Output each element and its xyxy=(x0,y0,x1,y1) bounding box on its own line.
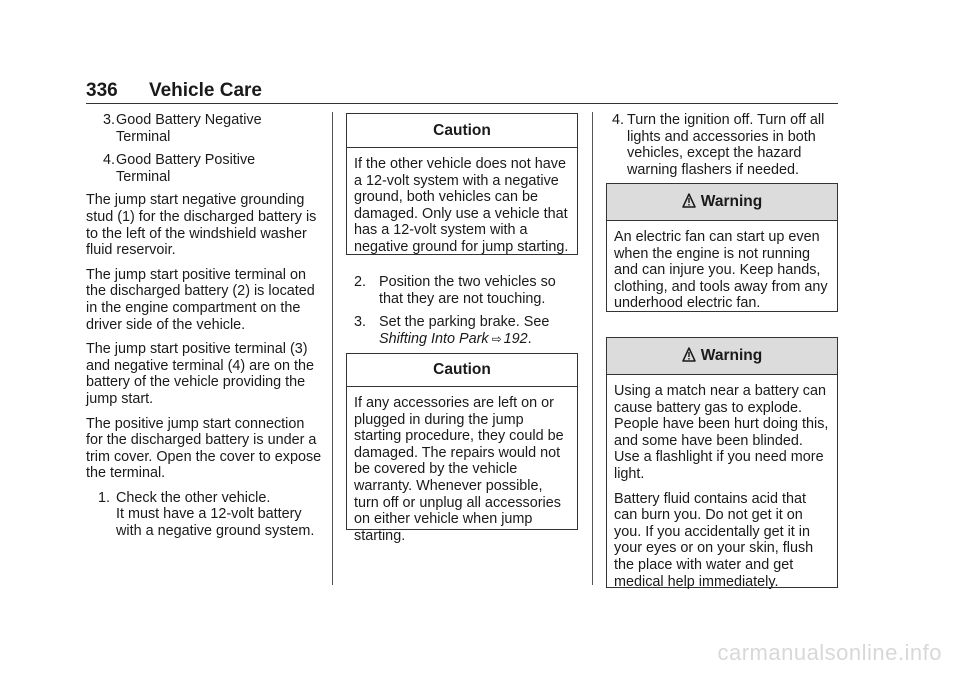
warning-box xyxy=(606,337,838,588)
reference-link[interactable]: Shifting Into Park xyxy=(379,330,489,347)
column-divider xyxy=(592,112,593,585)
caution-title: Caution xyxy=(347,114,577,148)
page-number: 336 xyxy=(86,80,118,101)
list-text: Set the parking brake. See xyxy=(379,314,550,331)
list-number: 1. xyxy=(98,489,111,506)
list-text: Position the two vehicles so xyxy=(379,274,556,290)
reference-page[interactable]: 192 xyxy=(503,330,528,347)
paragraph: The jump start negative grounding stud (1) for the discharged battery is to the left of the windshield washer fluid reservoir. xyxy=(86,192,317,259)
warning-body: An electric fan can start up even when the engine is not running and can injure you. Keep hands, clothing, and tools away from any underhood electric fan. xyxy=(614,229,828,312)
section-title: Vehicle Care xyxy=(148,80,263,101)
list-text: Good Battery Negative xyxy=(116,112,262,128)
list-text: Check the other vehicle. xyxy=(116,489,271,506)
column-divider xyxy=(332,112,333,585)
header-rule xyxy=(86,103,838,104)
list-item xyxy=(86,152,322,185)
list-text: Terminal xyxy=(116,128,171,145)
paragraph: The jump start positive terminal (3) and negative terminal (4) are on the battery of the vehicle providing the jump start. xyxy=(86,341,314,407)
cross-reference[interactable] xyxy=(379,331,578,348)
list-item xyxy=(346,274,578,307)
list-text: Turn the ignition off. Turn off all xyxy=(627,112,825,128)
warning-title: Warning xyxy=(700,347,763,364)
list-item xyxy=(346,314,578,347)
caution-body: If any accessories are left on or plugged in during the jump starting procedure, they could be damaged. The repairs would not be covered by the vehicle warranty. Whenever possible, turn off or unplug all accessories on either vehicle when jump starting. xyxy=(354,395,564,544)
warning-body xyxy=(607,375,837,590)
page-reference-arrow-icon: ⇨ xyxy=(491,331,502,346)
caution-body: If the other vehicle does not have a 12-volt system with a negative ground, both vehicles can be damaged. Only use a vehicle that has a 12-volt system with a negative ground for jump starting. xyxy=(354,156,569,255)
watermark: carmanualsonline.info xyxy=(717,640,942,665)
list-text: It must have a 12-volt battery xyxy=(116,506,302,523)
warning-header xyxy=(607,338,837,375)
paragraph: The positive jump start connection for the discharged battery is under a trim cover. Open the cover to expose the terminal. xyxy=(86,415,322,482)
list-text: Good Battery Positive xyxy=(116,152,256,169)
list-text: that they are not touching. xyxy=(379,290,546,307)
paragraph: Using a match near a battery can cause battery gas to explode. People have been hurt doing this, and some have been blinded. Use a flashlight if you need more light. xyxy=(614,383,829,482)
warning-title: Warning xyxy=(700,193,763,210)
column-3-steps xyxy=(606,112,838,185)
warning-box xyxy=(606,183,838,312)
sentence-end: . xyxy=(527,330,532,347)
list-number: 2. xyxy=(354,274,367,290)
column-1 xyxy=(86,112,322,547)
list-number: 4. xyxy=(612,112,625,128)
page-header xyxy=(86,80,262,102)
warning-triangle-icon xyxy=(682,186,696,222)
list-text: warning flashers if needed. xyxy=(627,161,799,178)
list-item xyxy=(86,490,322,540)
list-text: Terminal xyxy=(116,168,171,185)
caution-box xyxy=(346,113,578,255)
list-text: vehicles, except the hazard xyxy=(627,145,802,162)
list-number: 4. xyxy=(103,152,116,169)
list-item xyxy=(606,112,838,178)
paragraph: The jump start positive terminal on the discharged battery (2) is located in the engine compartment on the driver side of the vehicle. xyxy=(86,266,315,333)
paragraph: Battery fluid contains acid that can burn you. Do not get it on you. If you accidentally get it in your eyes or on your skin, flush the place with water and get medical help immediately. xyxy=(614,490,814,590)
list-text: with a negative ground system. xyxy=(116,523,315,540)
caution-title: Caution xyxy=(347,354,577,387)
caution-box xyxy=(346,353,578,544)
column-2-steps xyxy=(346,274,578,354)
warning-triangle-icon xyxy=(682,340,696,376)
warning-header xyxy=(607,184,837,221)
list-number: 3. xyxy=(103,112,116,128)
list-number: 3. xyxy=(354,314,367,331)
list-text: lights and accessories in both xyxy=(627,128,816,145)
list-item xyxy=(86,112,322,145)
